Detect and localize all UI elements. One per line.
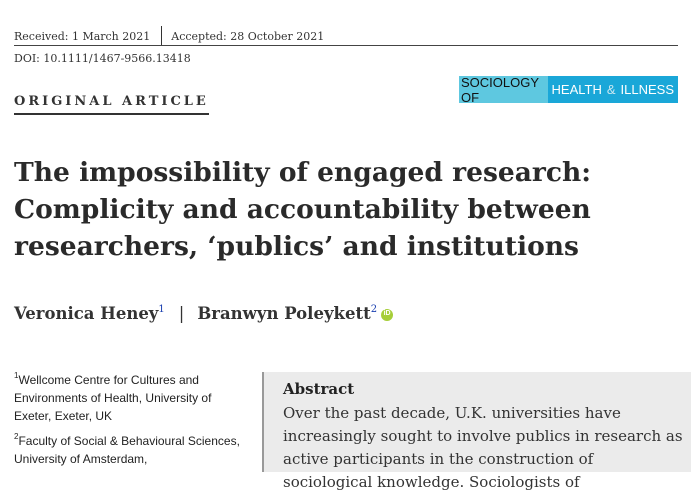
- affiliation-text: Wellcome Centre for Cultures and Environments of Health, University of Exeter, Exeter, UK: [14, 373, 212, 423]
- article-title: The impossibility of engaged research: Complicity and accountability between researchers, ‘publics’ and institutions: [14, 157, 592, 262]
- author-list: [14, 304, 393, 323]
- orcid-icon[interactable]: [381, 309, 393, 321]
- affiliation-text: Faculty of Social & Behavioural Sciences, University of Amsterdam,: [14, 434, 240, 466]
- journal-name-illness: ILLNESS: [620, 82, 674, 97]
- affiliation-item: [14, 368, 244, 425]
- abstract-section: [262, 372, 691, 491]
- journal-name-amp: &: [606, 82, 616, 97]
- meta-divider: [161, 26, 162, 46]
- publication-meta: [14, 26, 324, 46]
- received-date: Received: 1 March 2021: [14, 29, 151, 43]
- journal-logo[interactable]: [459, 76, 678, 103]
- doi-link[interactable]: DOI: 10.1111/1467-9566.13418: [14, 52, 191, 65]
- author-name[interactable]: Veronica Heney: [14, 304, 159, 323]
- affiliations: [14, 368, 244, 472]
- journal-name-part2-wrap: [548, 76, 678, 103]
- author-name[interactable]: Branwyn Poleykett: [197, 304, 371, 323]
- affiliation-item: [14, 429, 244, 468]
- author-affiliation-ref[interactable]: 1: [158, 304, 165, 315]
- author-separator: |: [178, 304, 185, 323]
- journal-name-health: HEALTH: [551, 82, 602, 97]
- affiliation-number: 2: [14, 432, 19, 441]
- header-rule: [14, 45, 678, 46]
- journal-name-part1: SOCIOLOGY OF: [459, 76, 548, 103]
- abstract-heading: Abstract: [283, 380, 355, 398]
- author-affiliation-ref[interactable]: 2: [370, 304, 378, 315]
- abstract-text: Over the past decade, U.K. universities have increasingly sought to involve publics in research as active participants in the construction of sociological knowledge. Sociologists of: [283, 404, 683, 491]
- accepted-date: Accepted: 28 October 2021: [171, 29, 325, 43]
- affiliation-number: 1: [14, 371, 19, 380]
- article-type-label: ORIGINAL ARTICLE: [14, 94, 209, 115]
